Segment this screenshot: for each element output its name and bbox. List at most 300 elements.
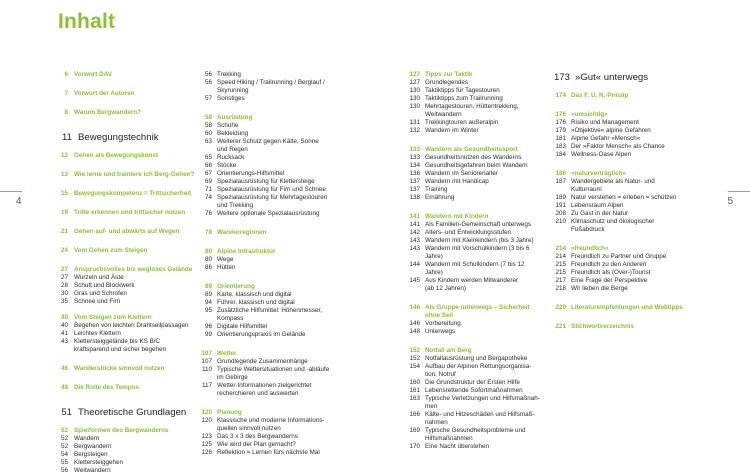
toc-entry[interactable] <box>199 323 344 331</box>
toc-entry[interactable] <box>407 178 547 186</box>
toc-entry-title: Mehrtagestouren, Hüttentrekking, <box>425 103 519 110</box>
toc-entry[interactable] <box>553 269 698 277</box>
toc-entry-title: Spezialausrüstung für Firn und Schnee <box>217 186 326 193</box>
toc-entry[interactable] <box>407 419 547 427</box>
toc-entry-title: Theoretische Grundlagen <box>78 407 187 418</box>
toc-page-number: 66 <box>204 162 212 169</box>
toc-section-entry[interactable] <box>407 312 547 320</box>
toc-section-entry[interactable] <box>553 245 698 253</box>
toc-entry[interactable] <box>407 395 547 403</box>
toc-entry[interactable] <box>199 358 344 366</box>
toc-page-number: 130 <box>409 87 420 94</box>
toc-section-entry[interactable] <box>58 109 198 117</box>
toc-section-entry[interactable] <box>58 427 198 435</box>
toc-entry[interactable] <box>407 387 547 395</box>
toc-page-number: 76 <box>204 210 212 217</box>
toc-page-number: 95 <box>204 307 212 314</box>
left-edge-marker <box>0 191 22 192</box>
toc-entry-title: Wie wird der Plan gemacht? <box>217 441 296 448</box>
toc-entry[interactable] <box>199 315 344 323</box>
toc-page-number: 214 <box>555 253 566 260</box>
toc-page-number: 52 <box>60 427 68 434</box>
toc-entry[interactable] <box>407 111 547 119</box>
toc-entry[interactable] <box>407 427 547 435</box>
toc-section-entry[interactable] <box>407 146 547 154</box>
toc-section-entry[interactable] <box>553 304 698 312</box>
toc-entry[interactable] <box>553 135 698 143</box>
toc-section-entry[interactable] <box>199 229 344 237</box>
toc-entry-title: Führer, klassisch und digital <box>217 299 295 306</box>
toc-entry[interactable] <box>407 285 547 293</box>
toc-section-entry[interactable] <box>58 190 198 198</box>
toc-entry-title: Kulturraum <box>571 186 602 193</box>
toc-entry-title: Wie lerne und trainiere ich Berg-Gehen? <box>74 171 195 178</box>
toc-page-number: 181 <box>555 135 566 142</box>
toc-entry[interactable] <box>407 261 547 269</box>
toc-spacer <box>199 218 344 229</box>
toc-entry-title: Notfall am Berg <box>425 347 472 354</box>
toc-section-entry[interactable] <box>407 304 547 312</box>
toc-entry[interactable] <box>407 154 547 162</box>
toc-entry[interactable] <box>553 261 698 269</box>
toc-entry[interactable] <box>58 451 198 459</box>
toc-entry[interactable] <box>199 374 344 382</box>
toc-page-number: 107 <box>201 358 212 365</box>
toc-page-number: 30 <box>60 290 68 297</box>
toc-entry[interactable] <box>199 390 344 398</box>
toc-entry[interactable] <box>407 435 547 443</box>
toc-page-number: 189 <box>555 194 566 201</box>
toc-entry-title: im Gebirge <box>217 374 248 381</box>
toc-page-number: 132 <box>409 127 420 134</box>
toc-page-number: 127 <box>409 79 420 86</box>
toc-page-number: 58 <box>204 122 212 129</box>
toc-entry[interactable] <box>199 122 344 130</box>
toc-page-number: 176 <box>555 111 566 118</box>
toc-entry[interactable] <box>199 87 344 95</box>
toc-entry-title: Rucksack <box>217 154 245 161</box>
toc-entry[interactable] <box>199 162 344 170</box>
toc-entry-title: Spezialausrüstung für Mehrtagestouren <box>217 194 328 201</box>
toc-section-entry[interactable] <box>407 71 547 79</box>
toc-page-number: 57 <box>204 95 212 102</box>
toc-page-number: 130 <box>409 95 420 102</box>
toc-section-entry[interactable] <box>58 228 198 236</box>
toc-entry-title: Wanderstöcke sinnvoll nutzen <box>74 365 165 372</box>
toc-entry[interactable] <box>407 320 547 328</box>
toc-entry-title: Gesundheitsnutzen des Wanderns <box>425 154 522 161</box>
toc-page-number: 218 <box>555 285 566 292</box>
toc-entry[interactable] <box>553 127 698 135</box>
toc-entry[interactable] <box>199 146 344 154</box>
toc-page-number: 6 <box>64 71 68 78</box>
toc-entry[interactable] <box>199 425 344 433</box>
toc-page-number: 215 <box>555 269 566 276</box>
toc-section-entry[interactable] <box>58 152 198 160</box>
toc-page-number: 35 <box>60 298 68 305</box>
toc-section-entry[interactable] <box>553 111 698 119</box>
toc-entry-title: Ausrüstung <box>217 114 253 121</box>
toc-entry[interactable] <box>58 290 198 298</box>
toc-page-number: 56 <box>60 467 68 474</box>
toc-entry-title: Freundlich zu den Anderen <box>571 261 647 268</box>
toc-entry[interactable] <box>407 229 547 237</box>
toc-entry-title: Klettersteiggehen <box>74 459 124 466</box>
toc-page-number: 141 <box>409 221 420 228</box>
toc-entry[interactable] <box>553 178 698 186</box>
toc-entry-title: Grundlegendes <box>425 79 469 86</box>
toc-entry[interactable] <box>58 330 198 338</box>
toc-entry-title: Das 3 x 3 des Bergwanderns <box>217 433 298 440</box>
toc-entry[interactable] <box>199 441 344 449</box>
toc-spacer <box>553 312 698 323</box>
toc-entry[interactable] <box>407 277 547 285</box>
toc-entry-title: Ernährung <box>425 194 455 201</box>
toc-entry-title: Risiko und Management <box>571 119 639 126</box>
toc-entry-title: »Objektive« alpine Gefahren <box>571 127 651 134</box>
toc-page-number: 146 <box>409 320 420 327</box>
toc-entry[interactable] <box>407 269 547 277</box>
toc-page-number: 143 <box>409 245 420 252</box>
toc-entry-title: und Regen <box>217 146 248 153</box>
toc-entry[interactable] <box>199 264 344 272</box>
toc-entry-title: Klettersteiggelände bis KS B/C <box>74 338 161 345</box>
toc-entry[interactable] <box>58 274 198 282</box>
toc-spacer <box>199 103 344 114</box>
toc-section-entry[interactable] <box>199 283 344 291</box>
toc-page-number: 148 <box>409 328 420 335</box>
toc-page-number: 43 <box>60 338 68 345</box>
toc-page-number: 56 <box>204 71 212 78</box>
toc-entry-title: Typische Verletzungen und Hilfsmaßnah- <box>425 395 540 402</box>
toc-entry-title: Vom Gehen zum Steigen <box>74 247 148 254</box>
toc-section-entry[interactable] <box>58 171 198 179</box>
toc-entry[interactable] <box>199 366 344 374</box>
toc-entry-title: Wetter-Informationen zielgerichtet <box>217 382 312 389</box>
toc-entry[interactable] <box>58 282 198 290</box>
toc-entry[interactable] <box>199 299 344 307</box>
toc-entry[interactable] <box>199 210 344 218</box>
toc-entry-title: Trekkingtouren außeralpin <box>425 119 499 126</box>
toc-entry-title: tion, Notruf <box>425 371 456 378</box>
toc-section-entry[interactable] <box>58 247 198 255</box>
toc-entry[interactable] <box>553 285 698 293</box>
toc-entry[interactable] <box>553 253 698 261</box>
toc-page-number: 179 <box>555 127 566 134</box>
toc-page-number: 134 <box>409 162 420 169</box>
toc-entry-title: men <box>425 403 438 410</box>
toc-entry[interactable] <box>199 170 344 178</box>
toc-page-number: 166 <box>409 411 420 418</box>
toc-section-entry[interactable] <box>58 365 198 373</box>
toc-page-number: 12 <box>60 152 68 159</box>
toc-entry-title: Schnee und Firn <box>74 298 121 305</box>
toc-section-entry[interactable] <box>58 90 198 98</box>
toc-spacer <box>407 336 547 347</box>
toc-chapter-heading[interactable] <box>553 71 698 84</box>
toc-entry-title: Schuhe <box>217 122 239 129</box>
toc-entry[interactable] <box>58 322 198 330</box>
toc-entry-title: Eine Nacht überstehen <box>425 443 490 450</box>
toc-page-number: 13 <box>60 171 68 178</box>
toc-page-number: 65 <box>204 154 212 161</box>
toc-page-number: 136 <box>409 170 420 177</box>
toc-spacer <box>58 79 198 90</box>
toc-page-number: 131 <box>409 119 420 126</box>
toc-entry-title: Wege <box>217 256 234 263</box>
toc-page-number: 80 <box>204 256 212 263</box>
toc-entry-title: und Trekking <box>217 202 254 209</box>
toc-page-number: 152 <box>409 355 420 362</box>
toc-page-number: 94 <box>204 299 212 306</box>
toc-entry[interactable] <box>407 221 547 229</box>
toc-entry[interactable] <box>58 338 198 346</box>
toc-entry[interactable] <box>553 226 698 234</box>
toc-page-number: 52 <box>60 435 68 442</box>
toc-entry-title: Spezialausrüstung für Klettersteige <box>217 178 315 185</box>
toc-entry[interactable] <box>199 331 344 339</box>
toc-column-3 <box>407 71 547 451</box>
toc-page-number: 144 <box>409 261 420 268</box>
toc-entry[interactable] <box>199 138 344 146</box>
toc-entry[interactable] <box>407 162 547 170</box>
toc-page-number: 221 <box>555 323 566 330</box>
toc-section-entry[interactable] <box>58 266 198 274</box>
toc-page-number: 152 <box>409 347 420 354</box>
toc-entry-title: Bewegungstechnik <box>78 132 159 143</box>
toc-entry[interactable] <box>199 154 344 162</box>
toc-entry-title: Reflektion = Lernen fürs nächste Mal <box>217 449 320 456</box>
toc-page-number: 176 <box>555 119 566 126</box>
toc-page-number: 117 <box>201 382 212 389</box>
toc-spacer <box>58 144 198 152</box>
toc-entry[interactable] <box>199 95 344 103</box>
toc-entry[interactable] <box>199 307 344 315</box>
toc-page-number: 170 <box>409 443 420 450</box>
toc-entry[interactable] <box>199 202 344 210</box>
toc-page-number: 71 <box>204 186 212 193</box>
toc-section-entry[interactable] <box>199 114 344 122</box>
toc-page-number: 163 <box>409 395 420 402</box>
toc-entry[interactable] <box>407 355 547 363</box>
page-number-right: 5 <box>727 196 733 207</box>
toc-page-number: 220 <box>555 304 566 311</box>
toc-entry-title: Grundlegende Zusammenhänge <box>217 358 308 365</box>
toc-page-number: 125 <box>201 441 212 448</box>
toc-page-number: 126 <box>201 449 212 456</box>
toc-entry[interactable] <box>199 256 344 264</box>
toc-entry-title: Vom Steigen zum Klettern <box>74 314 152 321</box>
toc-page-number: 52 <box>60 443 68 450</box>
toc-spacer <box>58 98 198 109</box>
toc-spacer <box>199 339 344 350</box>
toc-section-entry[interactable] <box>58 384 198 392</box>
toc-page-number: 217 <box>555 277 566 284</box>
toc-entry-title: Wandern mit Kleinkindern (bis 3 Jahre) <box>425 237 534 244</box>
toc-entry[interactable] <box>199 449 344 457</box>
toc-entry[interactable] <box>199 291 344 299</box>
toc-spacer <box>58 373 198 384</box>
toc-entry[interactable] <box>553 277 698 285</box>
toc-entry[interactable] <box>199 417 344 425</box>
toc-entry-title: Planung <box>217 409 242 416</box>
toc-page-number: 89 <box>204 283 212 290</box>
toc-entry-title: Taktiktipps zum Trailrunning <box>425 95 503 102</box>
toc-spacer <box>58 198 198 209</box>
toc-spacer <box>58 392 198 406</box>
page-title: Inhalt <box>58 10 116 33</box>
toc-entry[interactable] <box>553 218 698 226</box>
toc-entry[interactable] <box>407 403 547 411</box>
toc-section-entry[interactable] <box>407 347 547 355</box>
toc-section-entry[interactable] <box>58 71 198 79</box>
toc-entry[interactable] <box>407 119 547 127</box>
toc-entry-title: Alpine Gefahr »Mensch« <box>571 135 641 142</box>
toc-entry[interactable] <box>553 119 698 127</box>
toc-entry-title: Klimaschutz und ökologischer <box>571 218 655 225</box>
toc-entry[interactable] <box>407 237 547 245</box>
toc-page-number: 7 <box>64 90 68 97</box>
toc-entry[interactable] <box>553 202 698 210</box>
toc-entry[interactable] <box>553 186 698 194</box>
toc-entry-title: Bergwandern <box>74 443 112 450</box>
toc-entry-title: Wandern mit Handicap <box>425 178 489 185</box>
toc-section-entry[interactable] <box>553 170 698 178</box>
toc-entry-title: »naturverträglich« <box>571 170 626 177</box>
toc-page-number: 55 <box>60 459 68 466</box>
toc-entry-title: Leichtes Klettern <box>74 330 121 337</box>
toc-entry[interactable] <box>199 186 344 194</box>
toc-entry-title: Als Gruppe unterwegs – Sicherheit <box>425 304 530 311</box>
toc-entry[interactable] <box>407 127 547 135</box>
toc-page-number: 27 <box>60 266 68 273</box>
toc-page-number: 8 <box>64 109 68 116</box>
toc-section-entry[interactable] <box>58 209 198 217</box>
toc-entry-title: Wandergebiete als Natur- und <box>571 178 655 185</box>
toc-page-number: 130 <box>409 103 420 110</box>
toc-entry[interactable] <box>199 194 344 202</box>
toc-page-number: 60 <box>204 130 212 137</box>
toc-entry[interactable] <box>407 95 547 103</box>
toc-entry[interactable] <box>553 210 698 218</box>
toc-entry[interactable] <box>407 328 547 336</box>
toc-entry-title: Unterwegs <box>425 328 456 335</box>
toc-section-entry[interactable] <box>553 323 698 331</box>
toc-entry-title: Wir lieben die Berge <box>571 285 628 292</box>
toc-chapter-heading[interactable] <box>58 406 198 419</box>
toc-entry[interactable] <box>553 151 698 159</box>
toc-entry-title: Jahre) <box>425 253 443 260</box>
toc-entry[interactable] <box>58 459 198 467</box>
toc-entry[interactable] <box>199 178 344 186</box>
toc-entry[interactable] <box>199 433 344 441</box>
toc-entry[interactable] <box>553 194 698 202</box>
toc-entry[interactable] <box>58 435 198 443</box>
toc-page-number: 15 <box>60 190 68 197</box>
toc-page-number: 110 <box>201 366 212 373</box>
toc-spacer <box>199 398 344 409</box>
toc-entry[interactable] <box>199 382 344 390</box>
toc-spacer <box>58 236 198 247</box>
toc-spacer <box>407 202 547 213</box>
toc-section-entry[interactable] <box>553 92 698 100</box>
toc-column-1 <box>58 71 198 475</box>
toc-entry-title: Zu Gast in der Natur <box>571 210 629 217</box>
toc-column-2 <box>199 71 344 457</box>
toc-entry-title: Wanderregionen <box>217 229 267 236</box>
toc-spacer <box>553 84 698 92</box>
toc-entry[interactable] <box>407 253 547 261</box>
toc-section-entry[interactable] <box>407 213 547 221</box>
toc-entry[interactable] <box>553 143 698 151</box>
toc-entry-title: Weitwandern <box>425 111 462 118</box>
toc-entry[interactable] <box>407 411 547 419</box>
toc-spacer <box>58 217 198 228</box>
toc-entry[interactable] <box>407 79 547 87</box>
toc-entry[interactable] <box>58 298 198 306</box>
toc-entry[interactable] <box>199 130 344 138</box>
toc-page-number: 51 <box>61 407 72 418</box>
toc-entry[interactable] <box>407 363 547 371</box>
toc-spacer <box>58 354 198 365</box>
toc-entry-title: Bekleidung <box>217 130 249 137</box>
toc-entry-title: Spielformen des Bergwanderns <box>74 427 169 434</box>
toc-entry[interactable] <box>407 379 547 387</box>
toc-entry[interactable] <box>407 194 547 202</box>
toc-page-number: 160 <box>409 379 420 386</box>
toc-entry-title: Gehen auf- und abwärts auf Wegen <box>74 228 180 235</box>
toc-entry-title: Taktiktipps für Tagestouren <box>425 87 500 94</box>
toc-entry-title: Hütten <box>217 264 236 271</box>
toc-page-number: 58 <box>204 114 212 121</box>
toc-section-entry[interactable] <box>58 314 198 322</box>
toc-entry-title: Die Rolle des Tempos <box>74 384 139 391</box>
toc-entry[interactable] <box>407 87 547 95</box>
toc-entry[interactable] <box>407 103 547 111</box>
toc-entry-title: Anspruchsvolles bis wegloses Gelände <box>74 266 193 273</box>
toc-entry[interactable] <box>407 245 547 253</box>
toc-entry[interactable] <box>407 443 547 451</box>
toc-entry-title: Lebensrettende Sofortmaßnahmen <box>425 387 523 394</box>
toc-entry[interactable] <box>199 79 344 87</box>
toc-entry-title: recherchieren und auswerten <box>217 390 299 397</box>
toc-page-number: 107 <box>201 350 212 357</box>
toc-section-entry[interactable] <box>199 409 344 417</box>
toc-entry[interactable] <box>407 170 547 178</box>
toc-section-entry[interactable] <box>199 248 344 256</box>
toc-entry[interactable] <box>58 443 198 451</box>
toc-entry[interactable] <box>407 186 547 194</box>
toc-chapter-heading[interactable] <box>58 131 198 144</box>
toc-entry-title: Speed Hiking / Trailrunning / Berglauf / <box>217 79 325 86</box>
toc-entry[interactable] <box>199 71 344 79</box>
toc-page-number: 123 <box>201 433 212 440</box>
toc-page-number: 137 <box>409 186 420 193</box>
toc-page-number: 138 <box>409 194 420 201</box>
toc-entry-title: Vorbereitung <box>425 320 461 327</box>
toc-entry-title: Gesundheitsgefahren beim Wandern <box>425 162 528 169</box>
toc-page-number: 145 <box>409 277 420 284</box>
toc-spacer <box>199 237 344 248</box>
toc-entry[interactable] <box>407 371 547 379</box>
toc-entry-title: Jahre) <box>425 269 443 276</box>
toc-column-4 <box>553 71 698 331</box>
toc-entry[interactable] <box>58 346 198 354</box>
toc-entry-title: Wandern <box>74 435 100 442</box>
toc-page-number: 19 <box>60 209 68 216</box>
toc-spacer <box>407 293 547 304</box>
toc-section-entry[interactable] <box>199 350 344 358</box>
